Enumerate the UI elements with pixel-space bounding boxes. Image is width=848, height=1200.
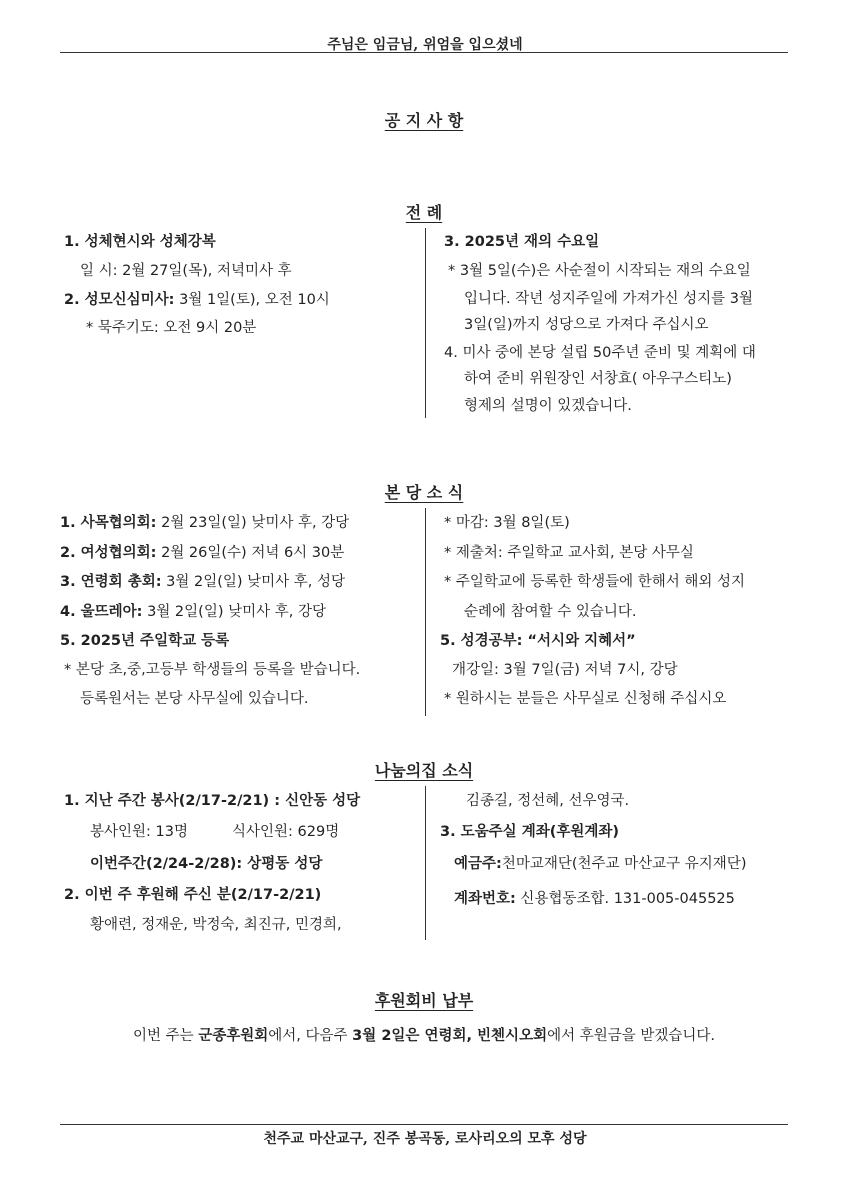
parish-item-3-detail: 3월 2일(일) 낮미사 후, 성당 xyxy=(161,574,346,590)
parish-submission: * 제출처: 주일학교 교사회, 본당 사무실 xyxy=(444,545,694,561)
sharing-depositor xyxy=(454,852,746,873)
liturgy-item-1-title: 1. 성체현시와 성체강복 xyxy=(64,234,216,250)
parish-item-3-label: 3. 연령회 총회: xyxy=(60,574,162,590)
sharing-item-1-title: 1. 지난 주간 봉사(2/17-2/21) : 신안동 성당 xyxy=(64,793,361,809)
support-fee-title: 후원회비 납부 xyxy=(374,991,474,1010)
parish-item-5-title: 5. 2025년 주일학교 등록 xyxy=(60,633,230,649)
sharing-account-value: 신용협동조합. 131-005-045525 xyxy=(515,891,735,907)
parish-divider xyxy=(425,508,426,716)
footer-text: 천주교 마산교구, 진주 봉곡동, 로사리오의 모후 성당 xyxy=(263,1131,587,1147)
liturgy-item-2-title: 2. 성모신심미사: xyxy=(64,292,175,308)
support-text-2: 에서, 다음주 xyxy=(268,1028,353,1044)
parish-item-2-label: 2. 여성협의회: xyxy=(60,545,157,561)
support-next-week-groups: 3월 2일은 연령회, 빈첸시오회 xyxy=(352,1028,548,1044)
notices-title: 공 지 사 항 xyxy=(384,111,464,130)
sharing-item-3-title: 3. 도움주실 계좌(후원계좌) xyxy=(440,824,620,840)
sharing-meals: 식사인원: 629명 xyxy=(232,824,340,840)
parish-deadline: * 마감: 3월 8일(토) xyxy=(444,515,570,531)
sharing-account xyxy=(454,887,735,908)
parish-pilgrimage-line-2: 순례에 참여할 수 있습니다. xyxy=(464,604,637,620)
parish-item-1-label: 1. 사목협의회: xyxy=(60,515,157,531)
parish-item-2 xyxy=(60,541,344,562)
header-divider xyxy=(60,52,788,53)
support-text-1: 이번 주는 xyxy=(133,1028,199,1044)
support-this-week-group: 군종후원회 xyxy=(198,1028,269,1044)
parish-item-2-detail: 2월 26일(수) 저녁 6시 30분 xyxy=(156,545,345,561)
parish-item-3 xyxy=(60,570,345,591)
support-text-3: 에서 후원금을 받겠습니다. xyxy=(547,1028,715,1044)
sharing-item-2-title: 2. 이번 주 후원해 주신 분(2/17-2/21) xyxy=(64,887,322,903)
sharing-depositor-value: 천마교재단(천주교 마산교구 유지재단) xyxy=(501,856,747,872)
parish-item-5-line-1: * 본당 초,중,고등부 학생들의 등록을 받습니다. xyxy=(64,662,361,678)
liturgy-item-2-note: * 묵주기도: 오전 9시 20분 xyxy=(86,320,257,336)
header-motto: 주님은 임금님, 위엄을 입으셨네 xyxy=(327,37,523,53)
parish-news-title: 본 당 소 식 xyxy=(384,483,464,502)
sharing-depositor-label: 예금주: xyxy=(454,856,502,872)
liturgy-item-4-line-3: 형제의 설명이 있겠습니다. xyxy=(464,398,632,414)
liturgy-item-3-title: 3. 2025년 재의 수요일 xyxy=(444,234,600,250)
liturgy-item-3-line-1: * 3월 5일(수)은 사순절이 시작되는 재의 수요일 xyxy=(448,263,751,279)
parish-item-4 xyxy=(60,600,326,621)
parish-bible-study-apply: * 원하시는 분들은 사무실로 신청해 주십시오 xyxy=(444,691,727,707)
liturgy-divider xyxy=(425,228,426,418)
sharing-donors-line-2: 김종길, 정선혜, 선우영국. xyxy=(466,793,630,809)
parish-pilgrimage-line-1: * 주일학교에 등록한 학생들에 한해서 해외 성지 xyxy=(444,574,746,590)
parish-item-5-line-2: 등록원서는 본당 사무실에 있습니다. xyxy=(80,691,309,707)
sharing-this-week: 이번주간(2/24-2/28): 상평동 성당 xyxy=(90,856,323,872)
liturgy-item-4-line-1: 4. 미사 중에 본당 설립 50주년 준비 및 계획에 대 xyxy=(444,345,756,361)
sharing-volunteers: 봉사인원: 13명 xyxy=(90,824,188,840)
sharing-divider xyxy=(425,786,426,940)
liturgy-title: 전 례 xyxy=(405,203,443,222)
parish-bible-study-opening: 개강일: 3월 7일(금) 저녁 7시, 강당 xyxy=(452,662,678,678)
liturgy-item-3-line-3: 3일(일)까지 성당으로 가져다 주십시오 xyxy=(464,317,709,333)
liturgy-item-2 xyxy=(64,288,330,309)
sharing-account-label: 계좌번호: xyxy=(454,891,516,907)
parish-item-1-detail: 2월 23일(일) 낮미사 후, 강당 xyxy=(156,515,350,531)
liturgy-item-1-detail: 일 시: 2월 27일(목), 저녁미사 후 xyxy=(80,263,292,279)
sharing-donors-line-1: 황애련, 정재운, 박정숙, 최진규, 민경희, xyxy=(90,917,342,933)
footer-divider xyxy=(60,1124,788,1125)
liturgy-item-3-line-2: 입니다. 작년 성지주일에 가져가신 성지를 3월 xyxy=(464,291,754,307)
parish-item-4-label: 4. 울뜨레아: xyxy=(60,604,143,620)
liturgy-item-2-detail: 3월 1일(토), 오전 10시 xyxy=(174,292,330,308)
parish-item-1 xyxy=(60,511,349,532)
parish-item-4-detail: 3월 2일(일) 낮미사 후, 강당 xyxy=(142,604,326,620)
support-fee-text xyxy=(0,1024,848,1045)
parish-item-5-bible-study: 5. 성경공부: “서시와 지혜서” xyxy=(440,633,636,649)
liturgy-item-4-line-2: 하여 준비 위원장인 서창효( 아우구스티노) xyxy=(464,371,732,387)
sharing-house-title: 나눔의집 소식 xyxy=(374,761,474,780)
